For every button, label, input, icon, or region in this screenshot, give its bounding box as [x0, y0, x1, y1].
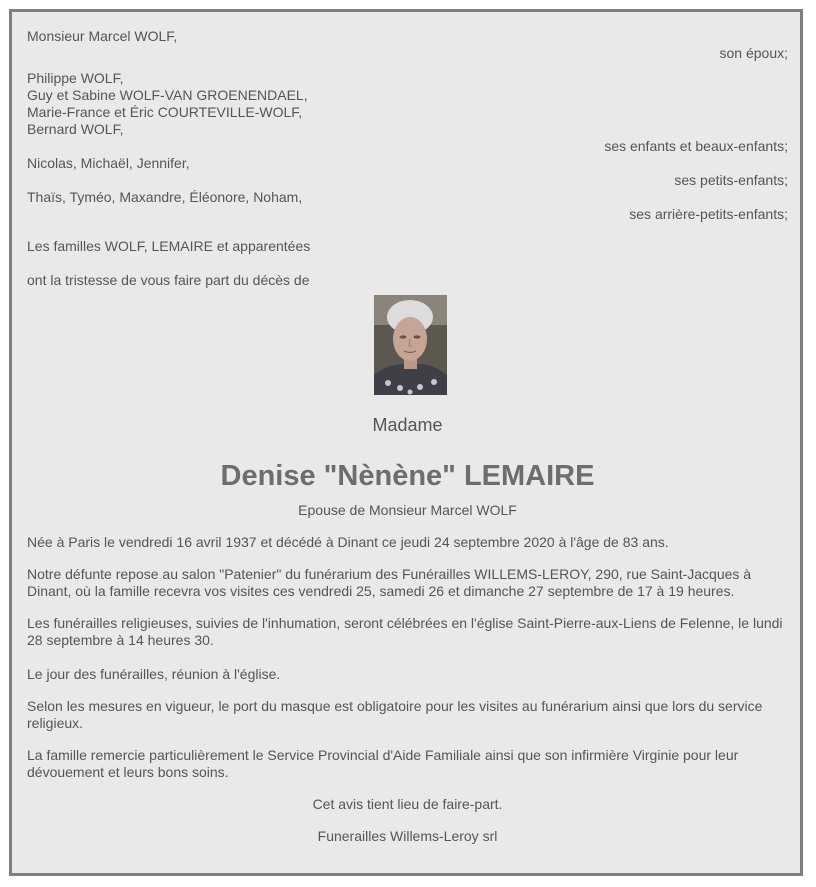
great-grandchildren-role: ses arrière-petits-enfants;: [629, 206, 788, 222]
announcement-line: ont la tristesse de vous faire part du décès de: [27, 272, 310, 288]
gathering-paragraph: Le jour des funérailles, réunion à l'église.: [27, 666, 281, 682]
grandchildren-names: Nicolas, Michaël, Jennifer,: [27, 155, 190, 171]
birth-death-paragraph: Née à Paris le vendredi 16 avril 1937 et décédé à Dinant ce jeudi 24 septembre 2020 à l'âge de 83 ans.: [27, 534, 669, 550]
obituary-frame: [9, 9, 803, 876]
child-line: Marie-France et Éric COURTEVILLE-WOLF,: [27, 104, 303, 120]
visitation-paragraph: Notre défunte repose au salon "Patenier" du funérarium des Funérailles WILLEMS-LEROY, 290, rue Saint-Jacques à Dinant, où la famille recevra vos visites ces vendredi 25, samedi 26 et dimanche 27 septembre de 17 à 19 heures.: [27, 566, 752, 599]
funeral-paragraph: Les funérailles religieuses, suivies de l'inhumation, seront célébrées en l'église Saint-Pierre-aux-Liens de Felenne, le lundi 28 septembre à 14 heures 30.: [27, 615, 783, 648]
honorific: Madame: [372, 415, 443, 435]
spouse-role: son époux;: [719, 45, 788, 61]
portrait-photo: [374, 295, 447, 395]
notice-line: Cet avis tient lieu de faire-part.: [312, 796, 503, 812]
funeral-home: Funerailles Willems-Leroy srl: [317, 828, 498, 844]
spouse-line: Epouse de Monsieur Marcel WOLF: [298, 502, 517, 518]
masks-paragraph: Selon les mesures en vigueur, le port du masque est obligatoire pour les visites au funérarium ainsi que lors du service religieux.: [27, 698, 763, 731]
deceased-name: Denise "Nènène" LEMAIRE: [220, 460, 595, 492]
child-line: Philippe WOLF,: [27, 70, 124, 86]
spouse-name: Monsieur Marcel WOLF,: [27, 28, 178, 44]
great-grandchildren-names: Thaïs, Tyméo, Maxandre, Éléonore, Noham,: [27, 189, 303, 205]
grandchildren-role: ses petits-enfants;: [674, 172, 788, 188]
child-line: Guy et Sabine WOLF-VAN GROENENDAEL,: [27, 87, 308, 103]
families-line: Les familles WOLF, LEMAIRE et apparentées: [27, 238, 311, 254]
children-role: ses enfants et beaux-enfants;: [604, 138, 788, 154]
obituary-content: [27, 28, 788, 845]
child-line: Bernard WOLF,: [27, 121, 124, 137]
thanks-paragraph: La famille remercie particulièrement le Service Provincial d'Aide Familiale ainsi que son infirmière Virginie pour leur dévouement et leurs bons soins.: [27, 747, 739, 780]
